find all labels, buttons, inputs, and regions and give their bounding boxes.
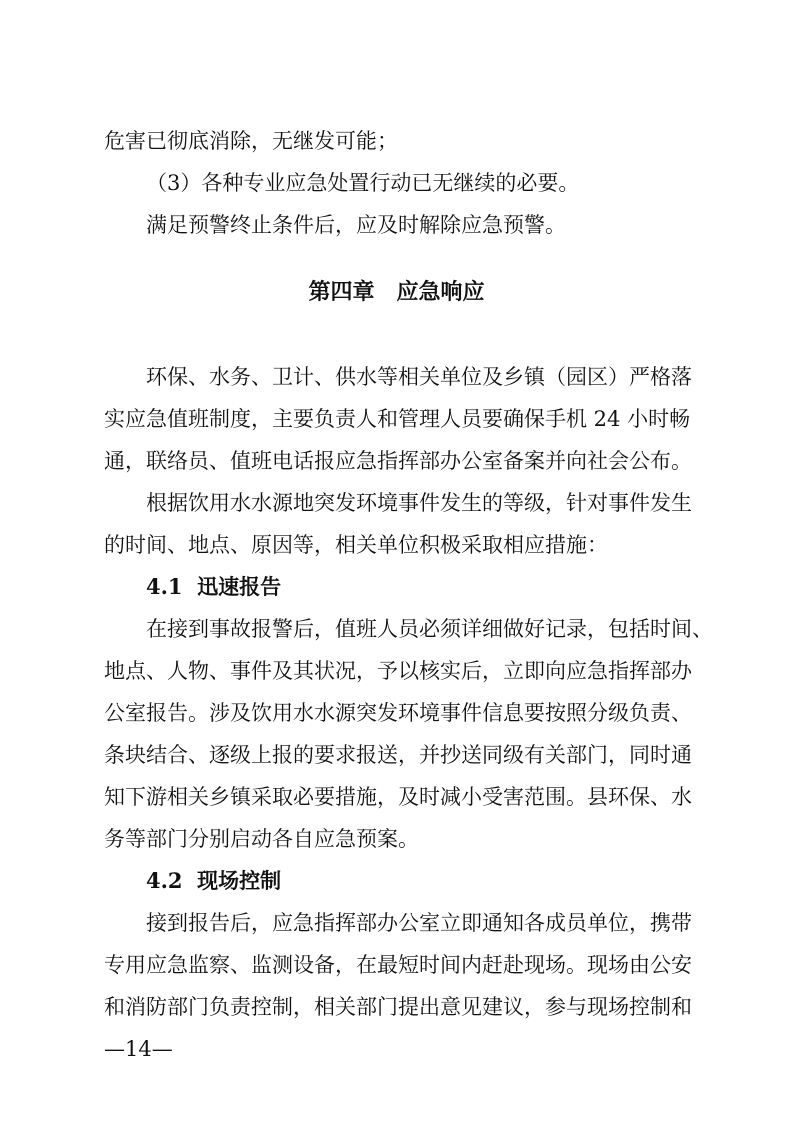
text-line: 通，联络员、值班电话报应急指挥部办公室备案并向社会公布。: [104, 449, 692, 473]
text-line: 务等部门分别启动各自应急预案。: [104, 827, 419, 851]
text-line: 危害已彻底消除，无继发可能；: [104, 129, 398, 153]
text-line: 的时间、地点、原因等，相关单位积极采取相应措施：: [104, 533, 608, 557]
section-heading-4-1: 4.1 迅速报告: [146, 574, 282, 599]
text-line: 知下游相关乡镇采取必要措施，及时减小受害范围。县环保、水: [104, 785, 692, 809]
text-line: 地点、人物、事件及其状况，予以核实后，立即向应急指挥部办: [104, 659, 692, 683]
text-line: （3）各种专业应急处置行动已无继续的必要。: [146, 171, 580, 195]
text-line: 在接到事故报警后，值班人员必须详细做好记录，包括时间、: [146, 617, 713, 641]
section-heading-4-2: 4.2 现场控制: [146, 868, 282, 893]
text-line: 实应急值班制度，主要负责人和管理人员要确保手机 24 小时畅: [104, 407, 691, 431]
text-line: 专用应急监察、监测设备，在最短时间内赶赴现场。现场由公安: [104, 953, 692, 977]
text-line: 满足预警终止条件后，应及时解除应急预警。: [146, 213, 566, 237]
text-line: 条块结合、逐级上报的要求报送，并抄送同级有关部门，同时通: [104, 743, 692, 767]
text-line: 根据饮用水水源地突发环境事件发生的等级，针对事件发生: [146, 491, 692, 515]
text-line: 公室报告。涉及饮用水水源突发环境事件信息要按照分级负责、: [104, 701, 692, 725]
text-line: 接到报告后，应急指挥部办公室立即通知各成员单位，携带: [146, 911, 692, 935]
text-line: 环保、水务、卫计、供水等相关单位及乡镇（园区）严格落: [146, 365, 692, 389]
chapter-heading: 第四章 应急响应: [308, 280, 485, 305]
page-number: —14—: [104, 1037, 173, 1061]
text-line: 和消防部门负责控制，相关部门提出意见建议，参与现场控制和: [104, 995, 692, 1019]
